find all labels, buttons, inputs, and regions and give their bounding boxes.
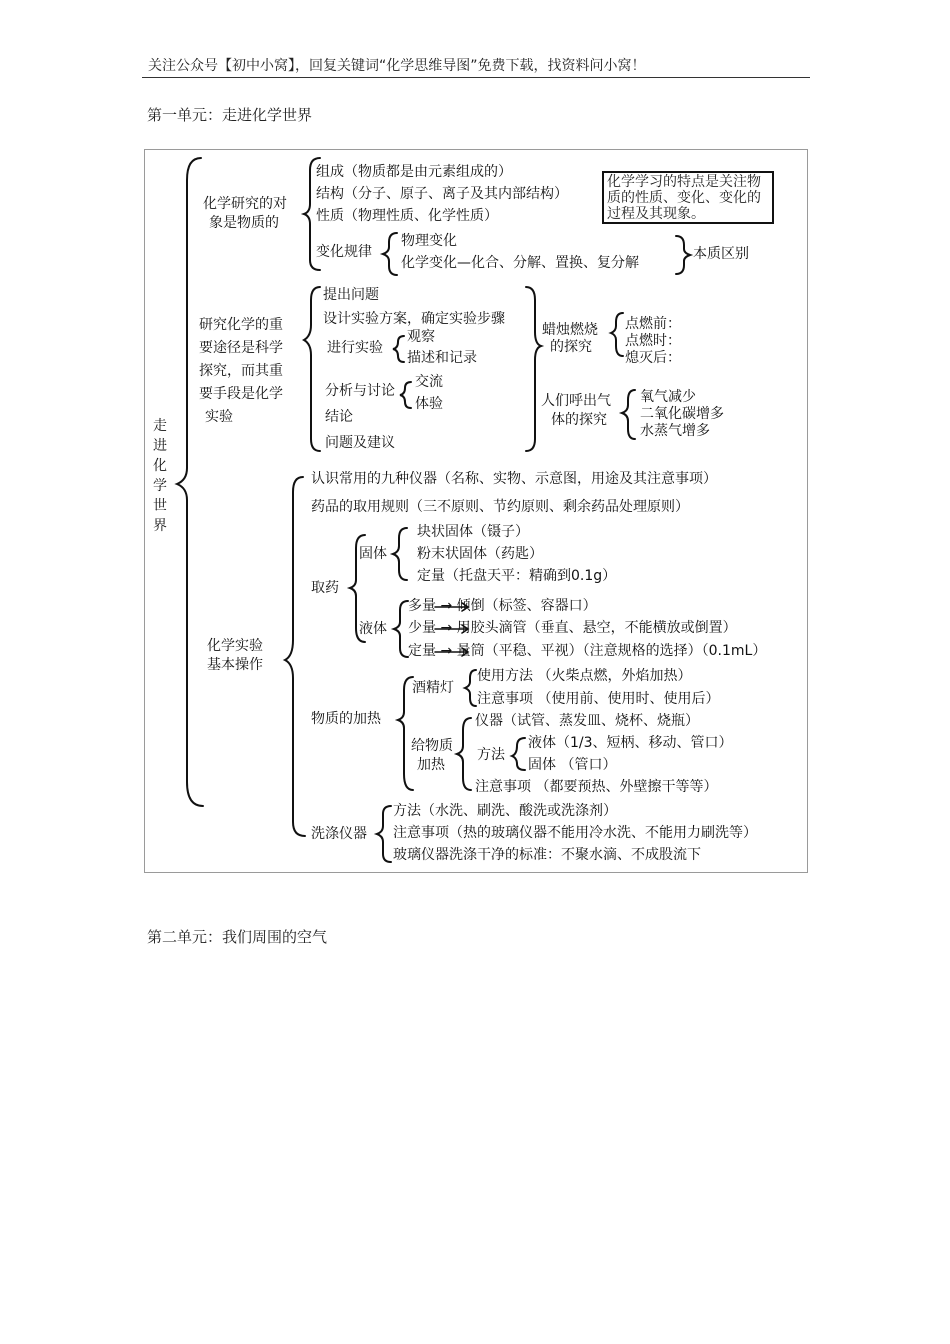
object-label-line2: 象是物质的 — [209, 215, 279, 231]
operation-label-line2: 基本操作 — [207, 657, 263, 673]
heating-method-label: 方法 — [477, 747, 505, 763]
root-char-1: 走 — [153, 418, 167, 434]
object-item-structure: 结构（分子、原子、离子及其内部结构） — [316, 186, 568, 202]
wash-standard: 玻璃仪器洗涤干净的标准：不聚水滴、不成股流下 — [393, 847, 701, 863]
step-design-plan: 设计实验方案，确定实验步骤 — [323, 311, 505, 327]
candle-after: 熄灭后： — [625, 350, 681, 366]
solid-quantitative: 定量（托盘天平：精确到0.1g） — [417, 568, 617, 584]
solid-powder: 粉末状固体（药匙） — [417, 546, 543, 562]
candle-before: 点燃前： — [625, 316, 681, 332]
root-char-5: 世 — [153, 498, 167, 514]
solid-label: 固体 — [359, 546, 387, 562]
heat-substance-line1: 给物质 — [411, 738, 453, 754]
heating-label: 物质的加热 — [311, 711, 381, 727]
unit2-title: 第二单元：我们周围的空气 — [147, 928, 328, 946]
liquid-quantitative: 定量 → 量筒（平稳、平视）（注意规格的选择）（0.1mL） — [408, 643, 767, 659]
inquiry-label-line1: 研究化学的重 — [199, 317, 283, 333]
root-char-4: 学 — [153, 478, 167, 494]
object-item-composition: 组成（物质都是由元素组成的） — [316, 164, 512, 180]
study-feature-note: 化学学习的特点是关注物质的性质、变化、变化的过程及其现象。 — [602, 171, 774, 224]
method-solid: 固体 （管口） — [528, 757, 617, 773]
experiment-record: 描述和记录 — [407, 350, 477, 366]
take-drug-label: 取药 — [311, 580, 339, 596]
heating-instruments: 仪器（试管、蒸发皿、烧杯、烧瓶） — [475, 713, 699, 729]
liquid-label: 液体 — [359, 621, 387, 637]
experiment-observe: 观察 — [407, 329, 435, 345]
header-notice: 关注公众号【初中小窝】，回复关键词“化学思维导图”免费下载，找资料问小窝！ — [148, 58, 646, 74]
lamp-usage: 使用方法 （火柴点燃，外焰加热） — [477, 668, 692, 684]
inquiry-label-line2: 要途径是科学 — [199, 340, 283, 356]
candle-during: 点燃时： — [625, 333, 681, 349]
liquid-large: 多量 → 倾倒（标签、容器口） — [408, 598, 597, 614]
op-instruments: 认识常用的九种仪器（名称、实物、示意图，用途及其注意事项） — [311, 471, 717, 487]
breath-vapor: 水蒸气增多 — [640, 423, 710, 439]
inquiry-label-line5: 实验 — [205, 409, 233, 425]
solid-lump: 块状固体（镊子） — [417, 524, 529, 540]
root-char-3: 化 — [153, 458, 167, 474]
breath-label-line1: 人们呼出气 — [541, 393, 611, 409]
unit1-title: 第一单元：走进化学世界 — [147, 106, 313, 124]
liquid-small: 少量 → 用胶头滴管（垂直、悬空，不能横放或倒置） — [408, 620, 737, 636]
analysis-exchange: 交流 — [415, 374, 443, 390]
step-suggestion: 问题及建议 — [325, 435, 395, 451]
object-label-line1: 化学研究的对 — [203, 196, 287, 212]
operation-label-line1: 化学实验 — [207, 638, 263, 654]
step-raise-question: 提出问题 — [323, 287, 379, 303]
change-chemical: 化学变化—化合、分解、置换、复分解 — [401, 255, 639, 271]
candle-label-line2: 的探究 — [550, 339, 592, 355]
step-analysis: 分析与讨论 — [325, 383, 395, 399]
op-rules: 药品的取用规则（三不原则、节约原则、剩余药品处理原则） — [311, 499, 689, 515]
method-liquid: 液体（1/3、短柄、移动、管口） — [528, 735, 733, 751]
step-do-experiment: 进行实验 — [327, 340, 383, 356]
wash-precaution: 注意事项（热的玻璃仪器不能用冷水洗、不能用力刷洗等） — [393, 825, 757, 841]
unit1-mind-map — [144, 149, 808, 873]
inquiry-label-line3: 探究，而其重 — [199, 363, 283, 379]
wash-label: 洗涤仪器 — [311, 826, 367, 842]
header-divider — [142, 77, 810, 78]
root-char-6: 界 — [153, 518, 167, 534]
breath-co2: 二氧化碳增多 — [640, 406, 724, 422]
change-essential-difference: 本质区别 — [693, 246, 749, 262]
object-item-property: 性质（物理性质、化学性质） — [316, 208, 498, 224]
analysis-experience: 体验 — [415, 396, 443, 412]
root-char-2: 进 — [153, 438, 167, 454]
step-conclusion: 结论 — [325, 409, 353, 425]
candle-label-line1: 蜡烛燃烧 — [542, 322, 598, 338]
change-physical: 物理变化 — [401, 233, 457, 249]
lamp-precaution: 注意事项 （使用前、使用时、使用后） — [477, 691, 720, 707]
change-rule-label: 变化规律 — [316, 244, 372, 260]
wash-method: 方法（水洗、刷洗、酸洗或洗涤剂） — [393, 803, 617, 819]
breath-oxygen: 氧气减少 — [640, 389, 696, 405]
heat-substance-line2: 加热 — [417, 757, 445, 773]
inquiry-label-line4: 要手段是化学 — [199, 386, 283, 402]
heating-precaution: 注意事项 （都要预热、外壁擦干等等） — [475, 779, 718, 795]
breath-label-line2: 体的探究 — [551, 412, 607, 428]
alcohol-lamp-label: 酒精灯 — [412, 680, 454, 696]
